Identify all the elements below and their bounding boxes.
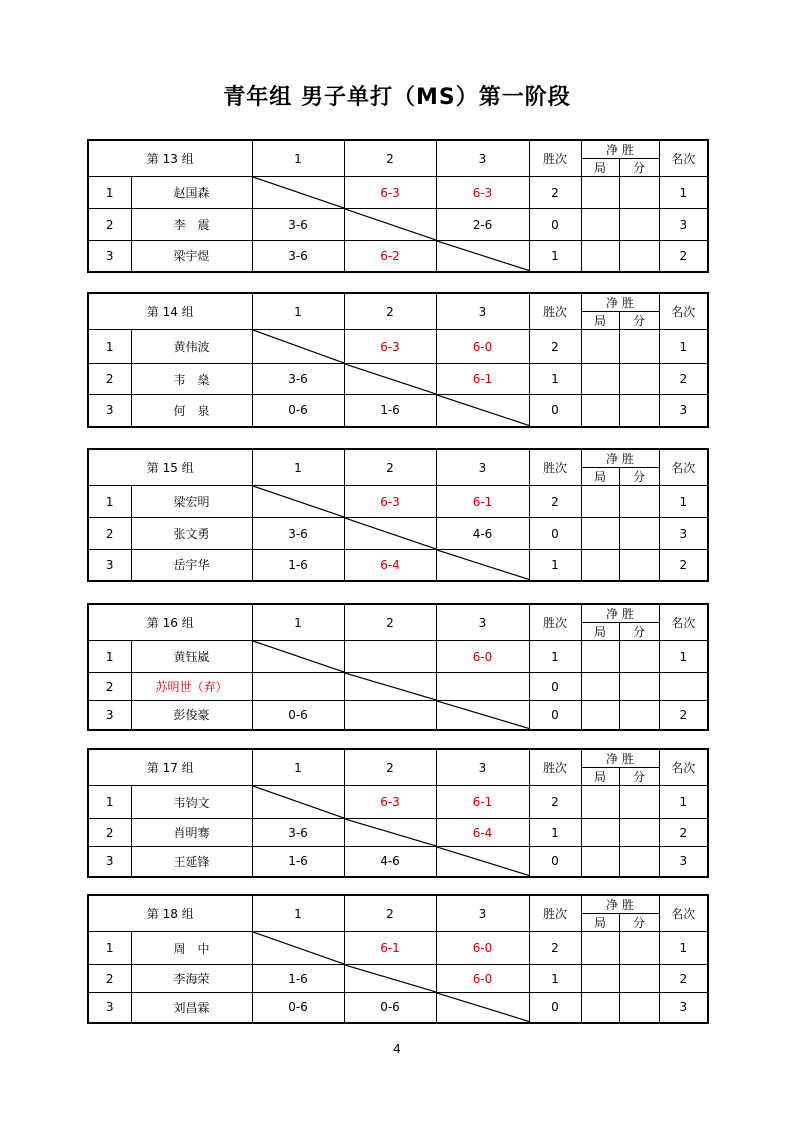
wins-cell: 1 xyxy=(529,641,581,673)
table-row xyxy=(88,932,708,965)
group-label: 第 17 组 xyxy=(88,749,252,786)
player-number: 1 xyxy=(88,786,131,819)
group-label: 第 13 组 xyxy=(88,140,252,177)
score-cell: 3-6 xyxy=(252,241,344,272)
net-games-cell xyxy=(581,701,619,730)
diagonal-cell xyxy=(436,241,529,272)
diagonal-cell xyxy=(252,177,344,209)
player-number: 2 xyxy=(88,518,131,550)
group-label: 第 16 组 xyxy=(88,604,252,641)
header-col-1: 1 xyxy=(252,604,344,641)
player-name: 苏明世（弃） xyxy=(131,673,252,701)
wins-cell: 1 xyxy=(529,550,581,581)
net-games-cell xyxy=(581,241,619,272)
score-cell: 1-6 xyxy=(252,965,344,993)
header-col-1: 1 xyxy=(252,140,344,177)
player-number: 3 xyxy=(88,241,131,272)
group-table xyxy=(87,603,709,731)
table-row xyxy=(88,395,708,427)
net-points-cell xyxy=(619,330,659,364)
net-points-cell xyxy=(619,965,659,993)
score-cell: 6-3 xyxy=(344,177,436,209)
player-number: 1 xyxy=(88,641,131,673)
group-table xyxy=(87,139,709,273)
player-name: 李 震 xyxy=(131,209,252,241)
score-cell: 6-3 xyxy=(344,786,436,819)
net-games-cell xyxy=(581,550,619,581)
table-row xyxy=(88,819,708,847)
table-row xyxy=(88,673,708,701)
net-games-cell xyxy=(581,330,619,364)
score-cell: 6-4 xyxy=(436,819,529,847)
diagonal-cell xyxy=(252,786,344,819)
header-net: 净 胜 xyxy=(581,449,659,468)
player-name: 黄钰崴 xyxy=(131,641,252,673)
score-cell: 6-0 xyxy=(436,932,529,965)
diagonal-cell xyxy=(344,819,436,847)
player-number: 3 xyxy=(88,701,131,730)
score-cell: 0-6 xyxy=(344,993,436,1023)
player-number: 2 xyxy=(88,364,131,395)
table-row xyxy=(88,965,708,993)
rank-cell: 1 xyxy=(659,932,708,965)
score-cell: 6-3 xyxy=(344,330,436,364)
score-cell: 1-6 xyxy=(344,395,436,427)
diagonal-cell xyxy=(436,993,529,1023)
score-cell: 6-2 xyxy=(344,241,436,272)
net-points-cell xyxy=(619,395,659,427)
wins-cell: 2 xyxy=(529,786,581,819)
wins-cell: 0 xyxy=(529,701,581,730)
header-col-3: 3 xyxy=(436,895,529,932)
table-row xyxy=(88,993,708,1023)
diagonal-cell xyxy=(252,932,344,965)
player-number: 2 xyxy=(88,209,131,241)
header-net-games: 局 xyxy=(581,312,619,330)
player-name: 黄伟波 xyxy=(131,330,252,364)
rank-cell: 2 xyxy=(659,364,708,395)
header-net: 净 胜 xyxy=(581,140,659,159)
table-row xyxy=(88,847,708,877)
header-net-games: 局 xyxy=(581,468,619,486)
diagonal-cell xyxy=(344,364,436,395)
header-rank: 名次 xyxy=(659,449,708,486)
rank-cell xyxy=(659,673,708,701)
header-net-points: 分 xyxy=(619,468,659,486)
score-cell: 0-6 xyxy=(252,395,344,427)
header-rank: 名次 xyxy=(659,749,708,786)
net-points-cell xyxy=(619,518,659,550)
table-row xyxy=(88,786,708,819)
player-name: 何 泉 xyxy=(131,395,252,427)
diagonal-cell xyxy=(436,847,529,877)
wins-cell: 1 xyxy=(529,364,581,395)
header-col-1: 1 xyxy=(252,749,344,786)
net-points-cell xyxy=(619,209,659,241)
score-cell: 6-0 xyxy=(436,330,529,364)
diagonal-cell xyxy=(252,486,344,518)
table-row xyxy=(88,701,708,730)
header-net-games: 局 xyxy=(581,768,619,786)
net-points-cell xyxy=(619,993,659,1023)
header-col-2: 2 xyxy=(344,293,436,330)
score-cell: 6-3 xyxy=(436,177,529,209)
net-points-cell xyxy=(619,241,659,272)
player-number: 3 xyxy=(88,847,131,877)
wins-cell: 1 xyxy=(529,965,581,993)
wins-cell: 1 xyxy=(529,241,581,272)
score-cell: 6-3 xyxy=(344,486,436,518)
rank-cell: 1 xyxy=(659,330,708,364)
table-row xyxy=(88,486,708,518)
header-wins: 胜次 xyxy=(529,293,581,330)
diagonal-cell xyxy=(344,965,436,993)
net-points-cell xyxy=(619,786,659,819)
player-name: 岳宇华 xyxy=(131,550,252,581)
header-col-2: 2 xyxy=(344,604,436,641)
player-name: 彭俊豪 xyxy=(131,701,252,730)
player-name: 王延锋 xyxy=(131,847,252,877)
score-cell: 3-6 xyxy=(252,364,344,395)
net-games-cell xyxy=(581,847,619,877)
rank-cell: 2 xyxy=(659,965,708,993)
net-games-cell xyxy=(581,518,619,550)
header-net: 净 胜 xyxy=(581,895,659,914)
table-row xyxy=(88,641,708,673)
rank-cell: 1 xyxy=(659,786,708,819)
score-cell: 6-1 xyxy=(436,786,529,819)
header-col-3: 3 xyxy=(436,604,529,641)
wins-cell: 0 xyxy=(529,993,581,1023)
wins-cell: 0 xyxy=(529,518,581,550)
header-col-2: 2 xyxy=(344,749,436,786)
player-name: 梁宏明 xyxy=(131,486,252,518)
header-col-1: 1 xyxy=(252,449,344,486)
net-points-cell xyxy=(619,364,659,395)
header-col-2: 2 xyxy=(344,895,436,932)
header-col-2: 2 xyxy=(344,449,436,486)
group-table xyxy=(87,292,709,428)
score-cell: 0-6 xyxy=(252,993,344,1023)
player-name: 李海荣 xyxy=(131,965,252,993)
net-games-cell xyxy=(581,993,619,1023)
rank-cell: 1 xyxy=(659,486,708,518)
header-wins: 胜次 xyxy=(529,895,581,932)
rank-cell: 2 xyxy=(659,241,708,272)
net-games-cell xyxy=(581,395,619,427)
rank-cell: 2 xyxy=(659,550,708,581)
net-games-cell xyxy=(581,209,619,241)
page-title: 青年组 男子单打（MS）第一阶段 xyxy=(223,85,571,110)
header-rank: 名次 xyxy=(659,293,708,330)
player-name: 赵国森 xyxy=(131,177,252,209)
header-wins: 胜次 xyxy=(529,604,581,641)
group-label: 第 14 组 xyxy=(88,293,252,330)
net-games-cell xyxy=(581,486,619,518)
header-net-points: 分 xyxy=(619,312,659,330)
score-cell: 4-6 xyxy=(436,518,529,550)
rank-cell: 3 xyxy=(659,209,708,241)
table-row xyxy=(88,241,708,272)
group-label: 第 15 组 xyxy=(88,449,252,486)
diagonal-cell xyxy=(436,550,529,581)
diagonal-cell xyxy=(344,209,436,241)
net-points-cell xyxy=(619,550,659,581)
header-col-3: 3 xyxy=(436,293,529,330)
wins-cell: 2 xyxy=(529,486,581,518)
rank-cell: 1 xyxy=(659,641,708,673)
diagonal-cell xyxy=(436,701,529,730)
player-number: 2 xyxy=(88,965,131,993)
header-net-games: 局 xyxy=(581,914,619,932)
net-games-cell xyxy=(581,965,619,993)
diagonal-cell xyxy=(436,395,529,427)
score-cell: 1-6 xyxy=(252,550,344,581)
header-net: 净 胜 xyxy=(581,749,659,768)
player-number: 2 xyxy=(88,819,131,847)
header-col-3: 3 xyxy=(436,449,529,486)
player-name: 韦 燊 xyxy=(131,364,252,395)
score-cell: 4-6 xyxy=(344,847,436,877)
net-games-cell xyxy=(581,641,619,673)
table-row xyxy=(88,209,708,241)
score-cell: 6-4 xyxy=(344,550,436,581)
score-cell xyxy=(252,673,344,701)
net-points-cell xyxy=(619,932,659,965)
page-number: 4 xyxy=(393,1042,401,1056)
player-name: 张文勇 xyxy=(131,518,252,550)
player-number: 3 xyxy=(88,550,131,581)
header-col-1: 1 xyxy=(252,293,344,330)
score-cell: 6-1 xyxy=(436,486,529,518)
wins-cell: 2 xyxy=(529,177,581,209)
header-col-2: 2 xyxy=(344,140,436,177)
score-cell: 1-6 xyxy=(252,847,344,877)
score-cell: 2-6 xyxy=(436,209,529,241)
wins-cell: 2 xyxy=(529,932,581,965)
score-cell: 3-6 xyxy=(252,518,344,550)
rank-cell: 3 xyxy=(659,518,708,550)
header-net-points: 分 xyxy=(619,623,659,641)
player-name: 韦钧文 xyxy=(131,786,252,819)
header-net-games: 局 xyxy=(581,159,619,177)
group-table xyxy=(87,894,709,1024)
net-games-cell xyxy=(581,177,619,209)
score-cell: 3-6 xyxy=(252,819,344,847)
wins-cell: 1 xyxy=(529,819,581,847)
diagonal-cell xyxy=(252,330,344,364)
header-net-games: 局 xyxy=(581,623,619,641)
player-number: 2 xyxy=(88,673,131,701)
net-points-cell xyxy=(619,819,659,847)
net-games-cell xyxy=(581,819,619,847)
score-cell: 0-6 xyxy=(252,701,344,730)
score-cell: 6-0 xyxy=(436,965,529,993)
wins-cell: 2 xyxy=(529,330,581,364)
player-number: 1 xyxy=(88,932,131,965)
diagonal-cell xyxy=(344,518,436,550)
rank-cell: 3 xyxy=(659,993,708,1023)
header-net: 净 胜 xyxy=(581,293,659,312)
player-number: 1 xyxy=(88,177,131,209)
header-net-points: 分 xyxy=(619,159,659,177)
rank-cell: 3 xyxy=(659,847,708,877)
rank-cell: 1 xyxy=(659,177,708,209)
table-row xyxy=(88,364,708,395)
table-row xyxy=(88,177,708,209)
header-net-points: 分 xyxy=(619,768,659,786)
header-net-points: 分 xyxy=(619,914,659,932)
header-col-1: 1 xyxy=(252,895,344,932)
header-rank: 名次 xyxy=(659,895,708,932)
player-number: 1 xyxy=(88,330,131,364)
score-cell xyxy=(436,673,529,701)
net-games-cell xyxy=(581,932,619,965)
wins-cell: 0 xyxy=(529,395,581,427)
header-rank: 名次 xyxy=(659,140,708,177)
group-label: 第 18 组 xyxy=(88,895,252,932)
net-games-cell xyxy=(581,673,619,701)
table-row xyxy=(88,518,708,550)
wins-cell: 0 xyxy=(529,673,581,701)
player-number: 1 xyxy=(88,486,131,518)
header-net: 净 胜 xyxy=(581,604,659,623)
player-name: 周 中 xyxy=(131,932,252,965)
player-name: 梁宇煜 xyxy=(131,241,252,272)
net-points-cell xyxy=(619,486,659,518)
score-cell: 6-1 xyxy=(436,364,529,395)
score-cell xyxy=(344,701,436,730)
group-table xyxy=(87,748,709,878)
diagonal-cell xyxy=(344,673,436,701)
score-cell: 3-6 xyxy=(252,209,344,241)
net-points-cell xyxy=(619,701,659,730)
header-wins: 胜次 xyxy=(529,140,581,177)
player-name: 肖明骞 xyxy=(131,819,252,847)
table-row xyxy=(88,550,708,581)
net-points-cell xyxy=(619,641,659,673)
wins-cell: 0 xyxy=(529,847,581,877)
header-col-3: 3 xyxy=(436,140,529,177)
wins-cell: 0 xyxy=(529,209,581,241)
score-cell: 6-1 xyxy=(344,932,436,965)
rank-cell: 2 xyxy=(659,819,708,847)
score-cell: 6-0 xyxy=(436,641,529,673)
player-name: 刘昌霖 xyxy=(131,993,252,1023)
header-col-3: 3 xyxy=(436,749,529,786)
net-games-cell xyxy=(581,786,619,819)
score-cell xyxy=(344,641,436,673)
rank-cell: 3 xyxy=(659,395,708,427)
header-rank: 名次 xyxy=(659,604,708,641)
header-wins: 胜次 xyxy=(529,749,581,786)
player-number: 3 xyxy=(88,395,131,427)
net-games-cell xyxy=(581,364,619,395)
player-number: 3 xyxy=(88,993,131,1023)
diagonal-cell xyxy=(252,641,344,673)
table-row xyxy=(88,330,708,364)
net-points-cell xyxy=(619,673,659,701)
net-points-cell xyxy=(619,177,659,209)
net-points-cell xyxy=(619,847,659,877)
header-wins: 胜次 xyxy=(529,449,581,486)
group-table xyxy=(87,448,709,582)
rank-cell: 2 xyxy=(659,701,708,730)
